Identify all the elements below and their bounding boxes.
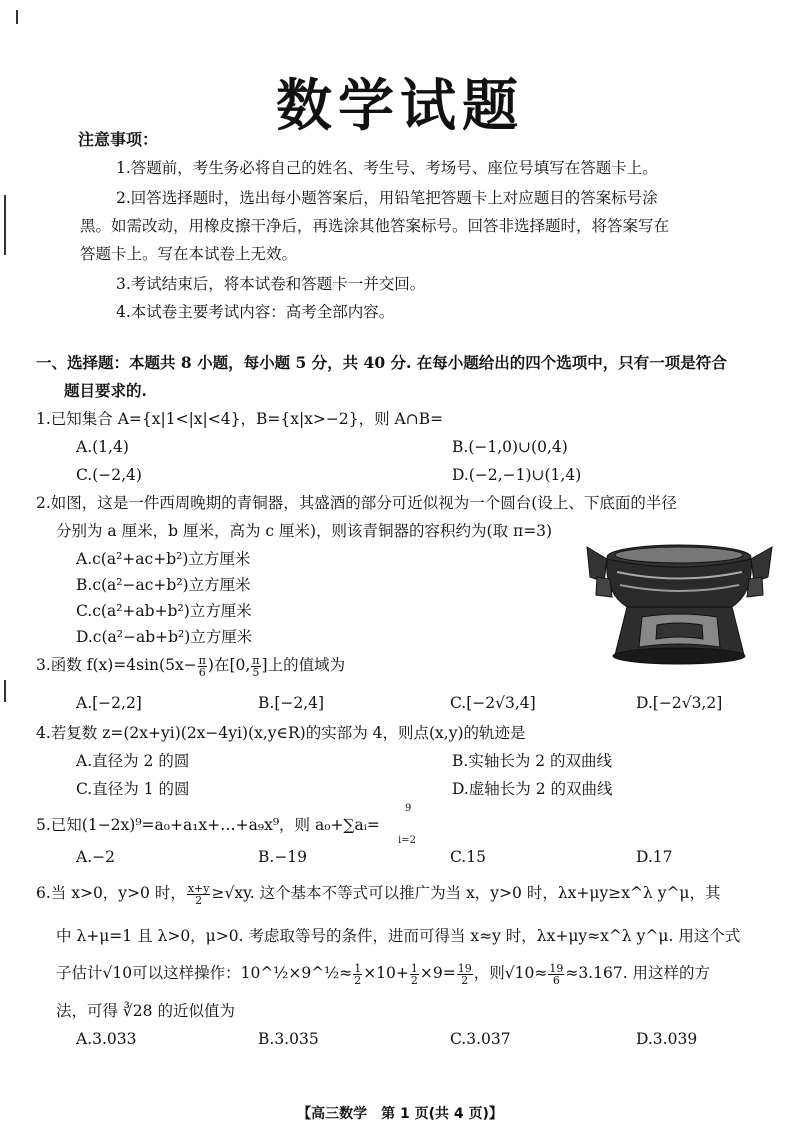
option-b: B.c(a²−ac+b²)立方厘米 — [76, 576, 251, 594]
option-a: A.c(a²+ac+b²)立方厘米 — [76, 550, 251, 568]
option-b: B.(−1,0)∪(0,4) — [452, 438, 568, 456]
fraction-numerator: π — [252, 653, 260, 667]
option-a: A.[−2,2] — [76, 694, 142, 712]
stem-text: ，则√10≈ — [473, 964, 548, 982]
notice-item: 3.考试结束后，将本试卷和答题卡一并交回。 — [116, 275, 426, 293]
fraction — [410, 963, 419, 986]
option-d: D.(−2,−1)∪(1,4) — [452, 466, 582, 484]
option-b: B.−19 — [258, 848, 308, 866]
stem-text: ×9= — [419, 964, 456, 982]
fraction-numerator: 1 — [410, 961, 418, 975]
question-4-stem: 4.若复数 z=(2x+yi)(2x−4yi)(x,y∈R)的实部为 4，则点(x,y)的轨迹是 — [36, 724, 526, 742]
option-d: D.3.039 — [636, 1030, 698, 1048]
option-b: B.[−2,4] — [258, 694, 325, 712]
question-5-stem: 5.已知(1−2x)⁹=a₀+a₁x+…+a₉x⁹，则 a₀+∑aᵢ= — [36, 816, 380, 834]
stem-text: ]上的值域为 — [261, 656, 346, 674]
notice-item: 2.回答选择题时，选出每小题答案后，用铅笔把答题卡上对应题目的答案标号涂 — [116, 189, 658, 207]
fraction-denominator: 2 — [354, 973, 362, 987]
option-b: B.实轴长为 2 的双曲线 — [452, 752, 613, 770]
question-6-stem — [56, 962, 710, 986]
notice-item: 4.本试卷主要考试内容：高考全部内容。 — [116, 303, 395, 321]
section-heading: 题目要求的. — [64, 381, 147, 400]
fraction — [353, 963, 362, 986]
fraction-numerator: 19 — [549, 961, 564, 975]
notice-item: 1.答题前，考生务必将自己的姓名、考生号、考场号、座位号填写在答题卡上。 — [116, 159, 658, 177]
option-c: C.直径为 1 的圆 — [76, 780, 190, 798]
question-3-stem — [36, 654, 345, 678]
binding-mark — [4, 195, 6, 255]
stem-text: 3.函数 f(x)=4sin(5x− — [36, 656, 197, 674]
option-d: D.c(a²−ab+b²)立方厘米 — [76, 628, 253, 646]
option-a: A.−2 — [76, 848, 115, 866]
fraction-denominator: 2 — [461, 973, 469, 987]
fraction-numerator: π — [198, 653, 206, 667]
question-1-stem: 1.已知集合 A={x|1<|x|<4}，B={x|x>−2}，则 A∩B= — [36, 410, 444, 428]
binding-mark — [16, 10, 18, 24]
fraction-denominator: 6 — [552, 973, 560, 987]
option-b: B.3.035 — [258, 1030, 319, 1048]
option-d: D.[−2√3,2] — [636, 694, 723, 712]
sum-upper-limit: 9 — [405, 803, 412, 814]
option-c: C.[−2√3,4] — [450, 694, 536, 712]
notice-item: 答题卡上。写在本试卷上无效。 — [80, 245, 298, 263]
option-c: C.15 — [450, 848, 486, 866]
question-6-stem: 法，可得 ∛28 的近似值为 — [56, 1002, 235, 1020]
option-c: C.(−2,4) — [76, 466, 142, 484]
binding-mark — [4, 680, 6, 702]
fraction — [251, 655, 260, 678]
option-c: C.c(a²+ab+b²)立方厘米 — [76, 602, 252, 620]
page-footer: 【高三数学 第 1 页(共 4 页)】 — [297, 1106, 503, 1122]
fraction-numerator: 1 — [354, 961, 362, 975]
fraction — [187, 883, 211, 906]
option-a: A.直径为 2 的圆 — [76, 752, 190, 770]
section-heading: 一、选择题：本题共 8 小题，每小题 5 分，共 40 分. 在每小题给出的四个选项中，只有一项是符合 — [36, 353, 727, 372]
fraction-denominator: 2 — [410, 973, 418, 987]
option-d: D.虚轴长为 2 的双曲线 — [452, 780, 613, 798]
fraction-denominator: 2 — [195, 893, 203, 907]
page-title: 数学试题 — [276, 74, 524, 139]
sum-lower-limit: i=2 — [398, 835, 416, 846]
fraction — [457, 963, 473, 986]
stem-text: 子估计√10可以这样操作：10^½×9^½≈ — [56, 964, 353, 982]
stem-text: ×10+ — [363, 964, 409, 982]
stem-text: ≈3.167. 用这样的方 — [565, 964, 711, 982]
fraction — [198, 655, 207, 678]
fraction-denominator: 6 — [198, 665, 206, 679]
question-2-stem: 分别为 a 厘米，b 厘米，高为 c 厘米)，则该青铜器的容积约为(取 π=3) — [56, 522, 553, 540]
option-d: D.17 — [636, 848, 673, 866]
fraction-numerator: 19 — [457, 961, 472, 975]
fraction-numerator: x+y — [187, 881, 210, 895]
bronze-vessel-image — [582, 537, 777, 667]
option-a: A.3.033 — [76, 1030, 137, 1048]
stem-text: ≥√xy. 这个基本不等式可以推广为当 x，y>0 时，λx+μy≥x^λ y^μ，其 — [211, 884, 721, 902]
question-2-stem: 2.如图，这是一件西周晚期的青铜器，其盛酒的部分可近似视为一个圆台(设上、下底面的半径 — [36, 494, 677, 512]
notice-item: 黑。如需改动，用橡皮擦干净后，再选涂其他答案标号。回答非选择题时，将答案写在 — [80, 217, 670, 235]
fraction — [548, 963, 564, 986]
stem-text: )在[0, — [207, 656, 251, 674]
question-6-stem: 中 λ+μ=1 且 λ>0，μ>0. 考虑取等号的条件，进而可得当 x≈y 时，λx+μy≈x^λ y^μ. 用这个式 — [56, 927, 741, 945]
question-6-stem — [36, 882, 721, 906]
option-c: C.3.037 — [450, 1030, 511, 1048]
fraction-denominator: 5 — [252, 665, 260, 679]
option-a: A.(1,4) — [76, 438, 129, 456]
stem-text: 6.当 x>0，y>0 时， — [36, 884, 186, 902]
notice-heading: 注意事项： — [78, 130, 159, 149]
